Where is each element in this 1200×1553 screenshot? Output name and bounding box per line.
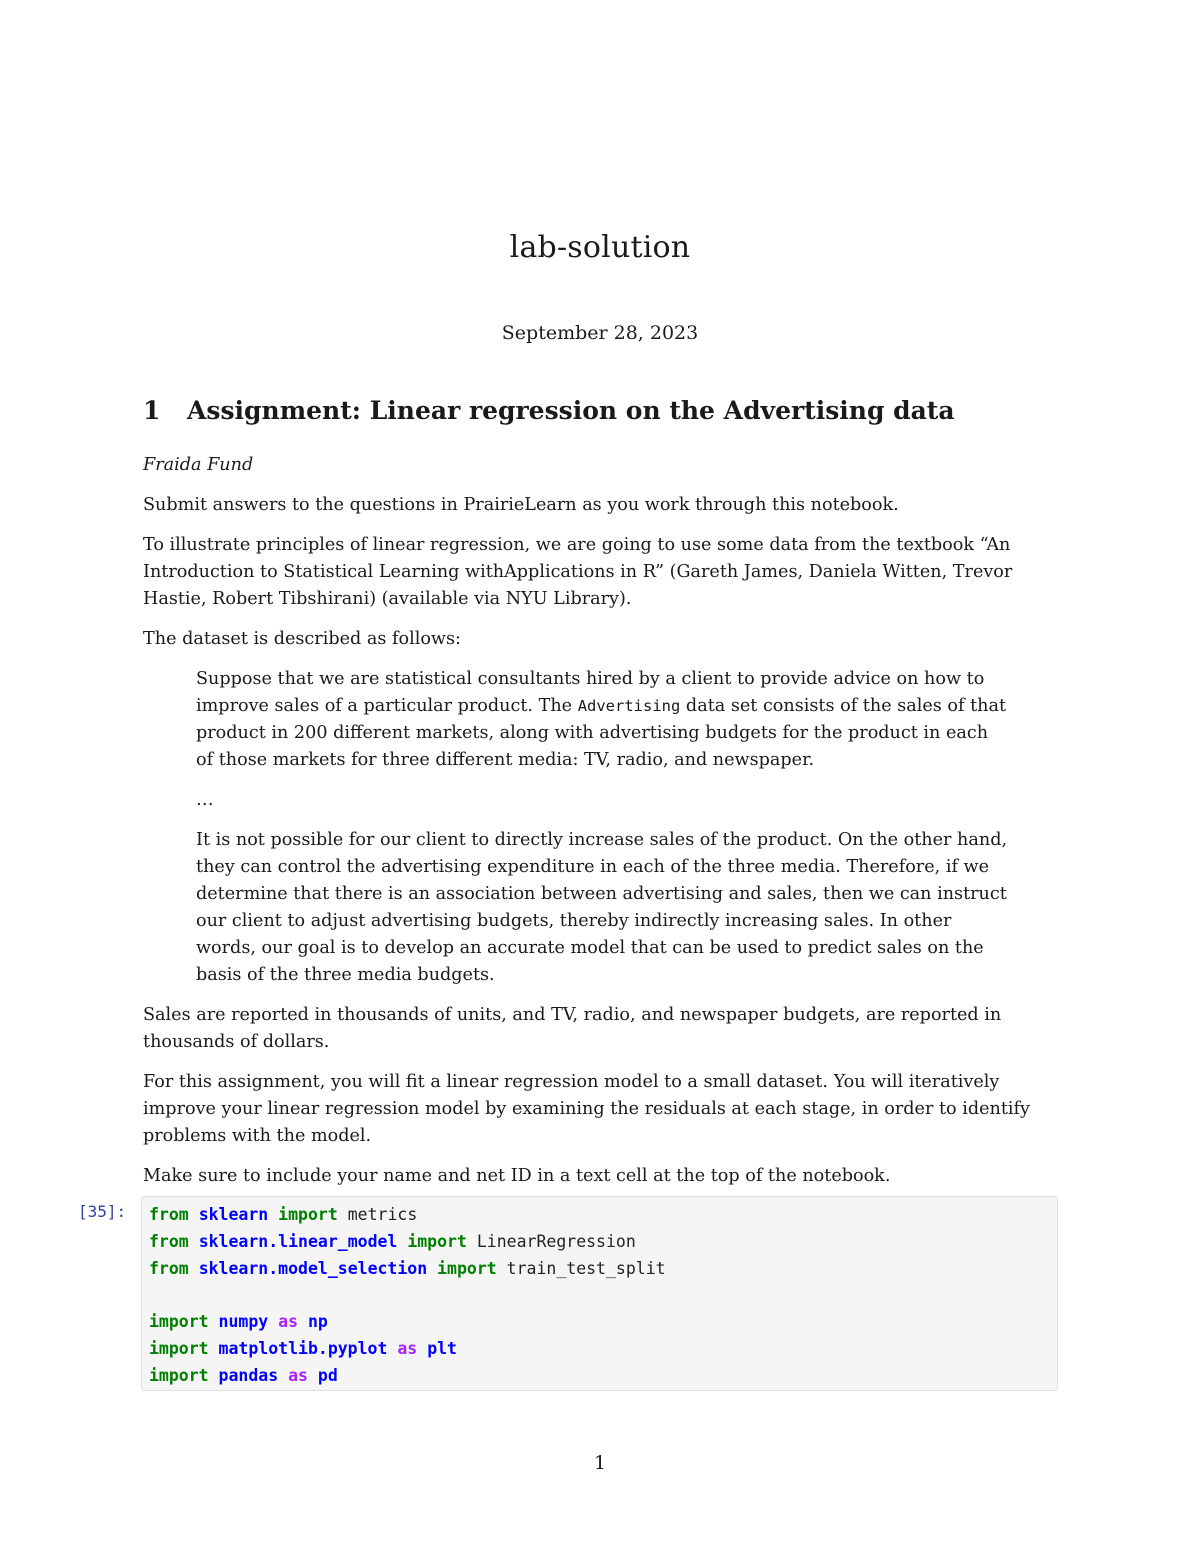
- code-module: np: [307, 1312, 328, 1332]
- code-line: [149, 1312, 328, 1331]
- code-line: from sklearn.linear_model import LinearRegression: [149, 1231, 636, 1251]
- paragraph-submit: Submit answers to the questions in PrairieLearn as you work through this notebook.: [143, 495, 899, 515]
- paragraph-intro: To illustrate principles of linear regression, we are going to use some data from the textbook “An Introduction to Statistical Learning withApplications in R” (Gareth James, Daniela Witten, Trevor Hastie, Robert Tibshirani) (available via NYU Library).: [143, 535, 1013, 609]
- code-module: matplotlib.pyplot: [218, 1338, 388, 1358]
- code-keyword: as: [288, 1365, 308, 1385]
- section-heading: [143, 396, 955, 425]
- code-module: sklearn.model_selection: [198, 1258, 428, 1278]
- code-line: from sklearn import metrics: [149, 1205, 418, 1224]
- inline-code: Advertising: [577, 697, 681, 715]
- cell-prompt: [35]:: [78, 1202, 127, 1221]
- code-module: numpy: [218, 1312, 269, 1332]
- code-module: plt: [427, 1338, 457, 1358]
- code-keyword: import: [149, 1365, 209, 1385]
- code-keyword: from: [149, 1205, 189, 1224]
- blockquote: [196, 666, 1008, 989]
- paragraph-assignment: For this assignment, you will fit a linear regression model to a small dataset. You will iteratively improve your linear regression model by examining the residuals at each stage, in order to identify problems with the model.: [143, 1072, 1030, 1146]
- code-module: pd: [317, 1365, 338, 1385]
- code-keyword: import: [149, 1338, 209, 1358]
- paragraph-dataset: The dataset is described as follows:: [143, 629, 461, 649]
- paragraph-units: Sales are reported in thousands of units, and TV, radio, and newspaper budgets, are reported in thousands of dollars.: [143, 1005, 1002, 1052]
- page-number: 1: [593, 1452, 607, 1474]
- code-line: from sklearn.model_selection import train_test_split: [149, 1258, 666, 1278]
- section-number: 1: [143, 396, 161, 425]
- code-keyword: from: [149, 1231, 189, 1251]
- code-module: pandas: [218, 1365, 279, 1385]
- section-title: Assignment: Linear regression on the Advertising data: [187, 396, 955, 425]
- quote-text: Suppose that we are statistical consultants hired by a client to provide advice on how to improve sales of a particular product. The: [196, 669, 985, 716]
- document-body: [143, 452, 1061, 1203]
- code-keyword: import: [437, 1258, 497, 1278]
- code-module: sklearn: [198, 1205, 269, 1224]
- code-input[interactable]: [141, 1196, 1058, 1391]
- code-keyword: as: [278, 1312, 299, 1332]
- code-line: [149, 1339, 457, 1358]
- quote-ellipsis: …: [196, 790, 214, 810]
- document-date: September 28, 2023: [501, 322, 699, 344]
- document-title: lab-solution: [509, 230, 691, 265]
- code-keyword: as: [397, 1338, 418, 1358]
- code-module: sklearn.linear_model: [198, 1231, 398, 1251]
- quote-paragraph-2: It is not possible for our client to directly increase sales of the product. On the other hand, they can control the advertising expenditure in each of the three media. Therefore, if we determine that there is an association between advertising and sales, then we can instruct our client to adjust advertising budgets, thereby indirectly increasing sales. In other words, our goal is to develop an accurate model that can be used to predict sales on the basis of the three media budgets.: [196, 830, 1008, 985]
- paragraph-instructions: Make sure to include your name and net ID in a text cell at the top of the notebook.: [143, 1166, 891, 1186]
- code-keyword: from: [149, 1258, 189, 1278]
- author-name: Fraida Fund: [143, 455, 254, 475]
- code-keyword: import: [149, 1312, 209, 1332]
- quote-text: data set consists of the sales of that product in 200 different markets, along with advertising budgets for the product in each of those markets for three different media: TV, radio, and newspaper.: [196, 696, 1007, 770]
- code-keyword: import: [407, 1231, 467, 1251]
- quote-paragraph-1: [196, 666, 1008, 774]
- code-keyword: import: [278, 1205, 338, 1224]
- code-line: [149, 1366, 338, 1385]
